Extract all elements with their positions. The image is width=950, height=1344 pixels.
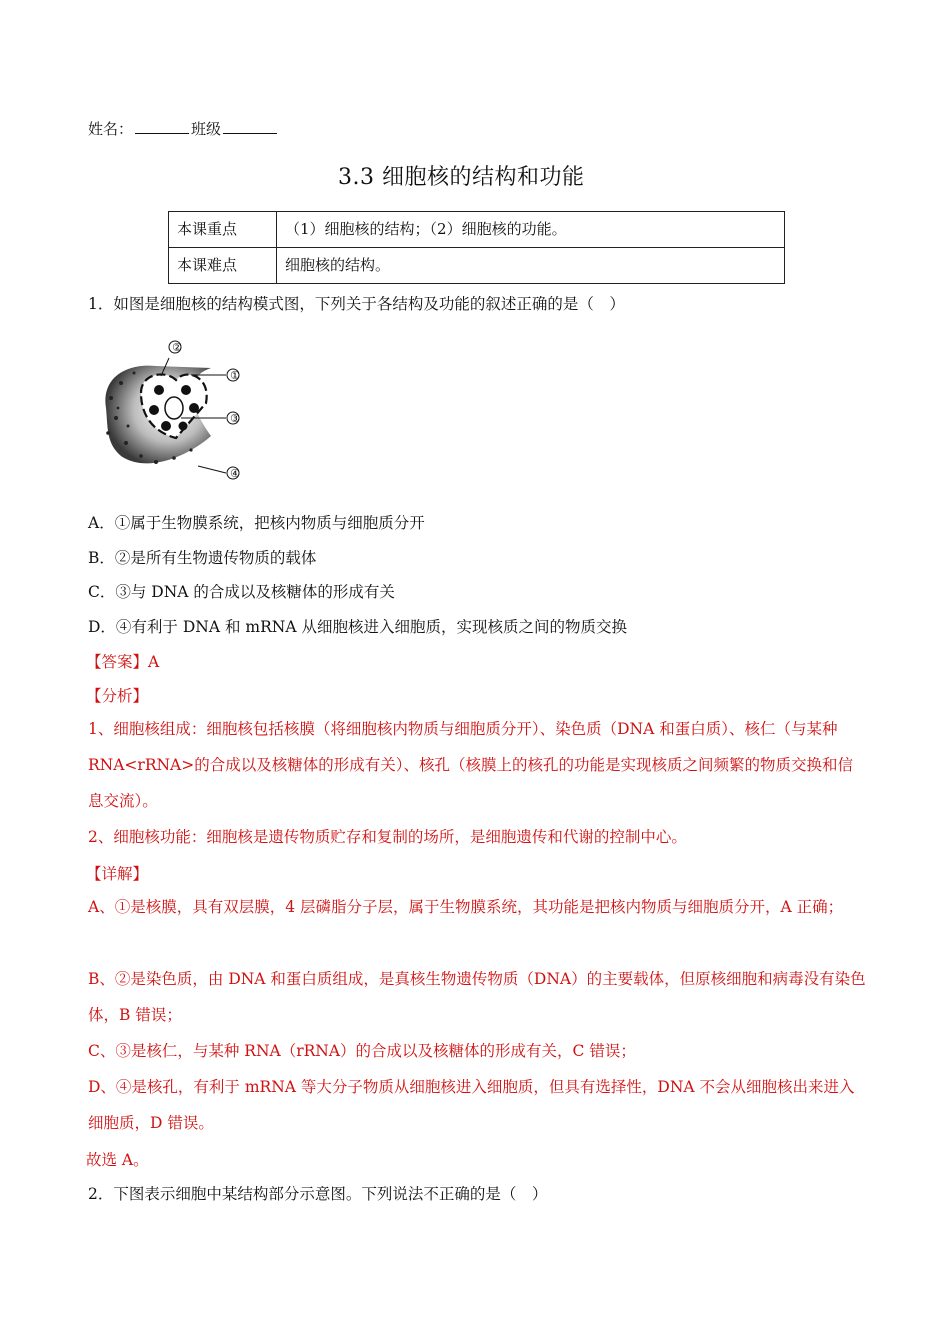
detail-c: C、③是核仁，与某种 RNA（rRNA）的合成以及核糖体的形成有关，C 错误； xyxy=(88,1042,636,1060)
table-row xyxy=(169,212,785,248)
q1-stem: 1．如图是细胞核的结构模式图，下列关于各结构及功能的叙述正确的是（ ） xyxy=(88,295,625,313)
q1-answer: 【答案】A xyxy=(86,653,160,671)
class-label: 班级 xyxy=(191,120,222,138)
q1-option-c: C．③与 DNA 的合成以及核糖体的形成有关 xyxy=(88,583,395,601)
page-title: 3.3 细胞核的结构和功能 xyxy=(338,165,585,190)
analysis-paragraph-1: 1、细胞核组成：细胞核包括核膜（将细胞核内物质与细胞质分开）、染色质（DNA 和蛋白质）、核仁（与某种 RNA<rRNA>的合成以及核糖体的形成有关）、核孔（核膜上的核孔的功能是实现核质之间频繁的物质交换和信息交流）。 xyxy=(88,720,853,810)
key-points-table xyxy=(168,211,785,284)
difficulty-label: 本课难点 xyxy=(169,248,277,284)
detail-heading: 【详解】 xyxy=(86,865,149,883)
q2-stem: 2．下图表示细胞中某结构部分示意图。下列说法不正确的是（ ） xyxy=(88,1185,548,1203)
label-2: ② xyxy=(172,341,182,354)
q1-option-b: B．②是所有生物遗传物质的载体 xyxy=(88,549,317,567)
nucleus-structure-figure xyxy=(86,338,266,488)
name-label: 姓名： xyxy=(88,120,134,138)
label-1: ① xyxy=(230,369,240,382)
detail-a: A、①是核膜，具有双层膜，4 层磷脂分子层，属于生物膜系统，其功能是把核内物质与细胞质分开，A 正确； xyxy=(88,898,844,916)
conclusion: 故选 A。 xyxy=(86,1151,149,1169)
label-4: ④ xyxy=(230,467,240,480)
detail-b: B、②是染色质，由 DNA 和蛋白质组成，是真核生物遗传物质（DNA）的主要载体，但原核细胞和病毒没有染色体，B 错误； xyxy=(88,970,866,1024)
q1-option-a: A．①属于生物膜系统，把核内物质与细胞质分开 xyxy=(88,514,425,532)
name-blank[interactable] xyxy=(135,119,189,134)
label-3: ③ xyxy=(230,412,240,425)
nucleolus xyxy=(165,397,183,419)
q1-option-d: D．④有利于 DNA 和 mRNA 从细胞核进入细胞质，实现核质之间的物质交换 xyxy=(88,618,627,636)
key-value: （1）细胞核的结构；（2）细胞核的功能。 xyxy=(277,212,785,248)
analysis-heading: 【分析】 xyxy=(86,687,149,705)
detail-d: D、④是核孔，有利于 mRNA 等大分子物质从细胞核进入细胞质，但具有选择性，DNA 不会从细胞核出来进入细胞质，D 错误。 xyxy=(88,1078,855,1132)
class-blank[interactable] xyxy=(223,119,277,134)
key-label: 本课重点 xyxy=(169,212,277,248)
difficulty-value: 细胞核的结构。 xyxy=(277,248,785,284)
name-class-line xyxy=(88,118,279,139)
table-row xyxy=(169,248,785,284)
analysis-paragraph-2: 2、细胞核功能：细胞核是遗传物质贮存和复制的场所，是细胞遗传和代谢的控制中心。 xyxy=(88,828,687,846)
